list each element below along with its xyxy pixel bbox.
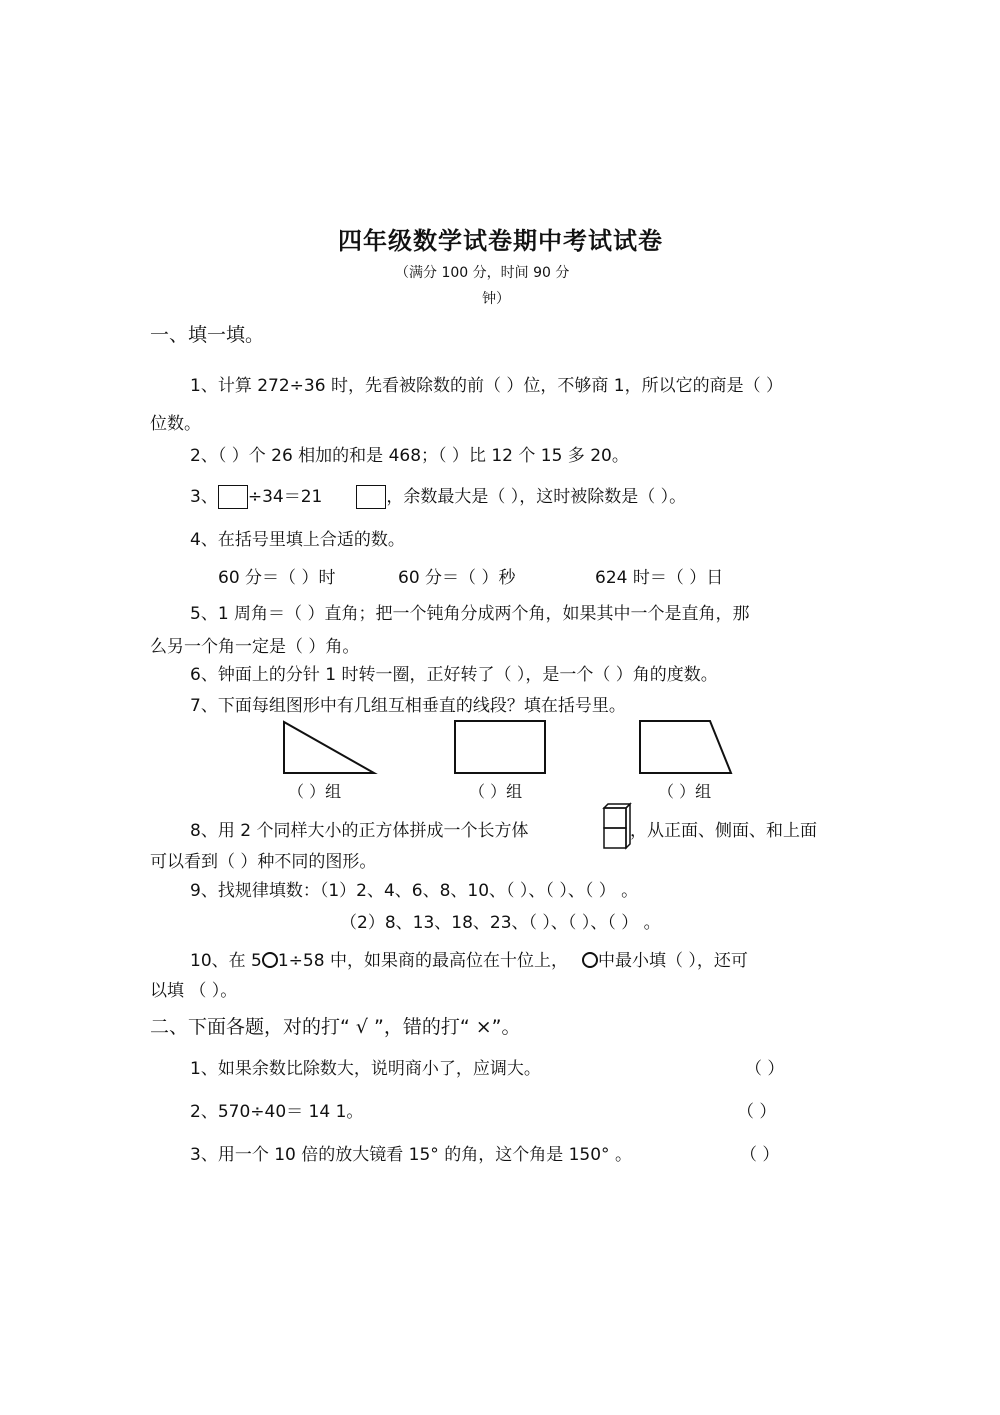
question-3 [190, 482, 686, 509]
trapezoid-figure [637, 718, 737, 776]
question-4-item-3: 624 时＝（ ）日 [595, 568, 724, 588]
circle-icon [262, 952, 278, 968]
judge-answer-1: （ ） [745, 1059, 785, 1079]
question-9-line-2: （2）8、13、18、23、（ ）、（ ）、（ ） 。 [340, 913, 661, 933]
question-9-line-1: 9、找规律填数：（1）2、4、6、8、10、（ ）、（ ）、（ ） 。 [190, 881, 639, 901]
stacked-cubes-icon [600, 802, 632, 850]
judge-item-3: 3、用一个 10 倍的放大镜看 15° 的角，这个角是 150° 。 [190, 1145, 632, 1165]
circle-icon [582, 952, 598, 968]
section-2-heading: 二、下面各题，对的打“ √ ”，错的打“ ×”。 [150, 1016, 521, 1038]
question-1-line-2: 位数。 [150, 414, 201, 434]
question-7: 7、下面每组图形中有几组互相垂直的线段？填在括号里。 [190, 696, 626, 716]
question-10-part-3: 中最小填（ ），还可 [597, 951, 748, 971]
section-1-heading: 一、填一填。 [150, 324, 265, 346]
question-4-item-1: 60 分＝（ ）时 [218, 568, 336, 588]
page-title: 四年级数学试卷期中考试试卷 [338, 227, 663, 255]
question-4: 4、在括号里填上合适的数。 [190, 530, 405, 550]
subtitle-line-1: （满分 100 分，时间 90 分 [395, 265, 570, 281]
question-3-equation: ÷34＝21 [247, 487, 323, 507]
figure-caption-1: （ ）组 [288, 782, 342, 801]
judge-item-1: 1、如果余数比除数大，说明商小了，应调大。 [190, 1059, 541, 1079]
question-10-part-2: 1÷58 中，如果商的最高位在十位上， [277, 951, 568, 971]
question-4-item-2: 60 分＝（ ）秒 [398, 568, 516, 588]
question-8-line-2: 可以看到（ ）种不同的图形。 [150, 852, 377, 872]
question-5-line-2: 么另一个角一定是（ ）角。 [150, 637, 360, 657]
question-6: 6、钟面上的分针 1 时转一圈，正好转了（ ），是一个（ ）角的度数。 [190, 665, 718, 685]
figure-caption-2: （ ）组 [469, 782, 523, 801]
question-8-line-1b: ，从正面、侧面、和上面 [630, 821, 817, 841]
judge-answer-3: （ ） [740, 1145, 780, 1165]
judge-item-2: 2、570÷40＝ 14 1。 [190, 1102, 364, 1122]
figure-caption-3: （ ）组 [658, 782, 712, 801]
question-10-part-1: 10、在 5 [190, 951, 262, 971]
question-10-line-2: 以填 （ ）。 [150, 981, 238, 1001]
question-5-line-1: 5、1 周角＝（ ）直角；把一个钝角分成两个角，如果其中一个是直角，那 [190, 604, 750, 624]
blank-box [218, 485, 248, 509]
judge-answer-2: （ ） [737, 1102, 777, 1122]
question-3-suffix: ，余数最大是（ ），这时被除数是（ ）。 [386, 487, 687, 507]
right-triangle-figure [280, 718, 380, 776]
question-10-line-1 [190, 946, 748, 971]
question-2: 2、（ ）个 26 相加的和是 468；（ ）比 12 个 15 多 20。 [190, 446, 629, 466]
blank-box [356, 485, 386, 509]
question-8-line-1a: 8、用 2 个同样大小的正方体拼成一个长方体 [190, 821, 529, 841]
rectangle-figure [452, 718, 548, 776]
question-1-line-1: 1、计算 272÷36 时，先看被除数的前（ ）位，不够商 1，所以它的商是（ ） [190, 376, 783, 396]
subtitle-line-2: 钟） [482, 291, 510, 307]
question-3-prefix: 3、 [190, 487, 218, 507]
